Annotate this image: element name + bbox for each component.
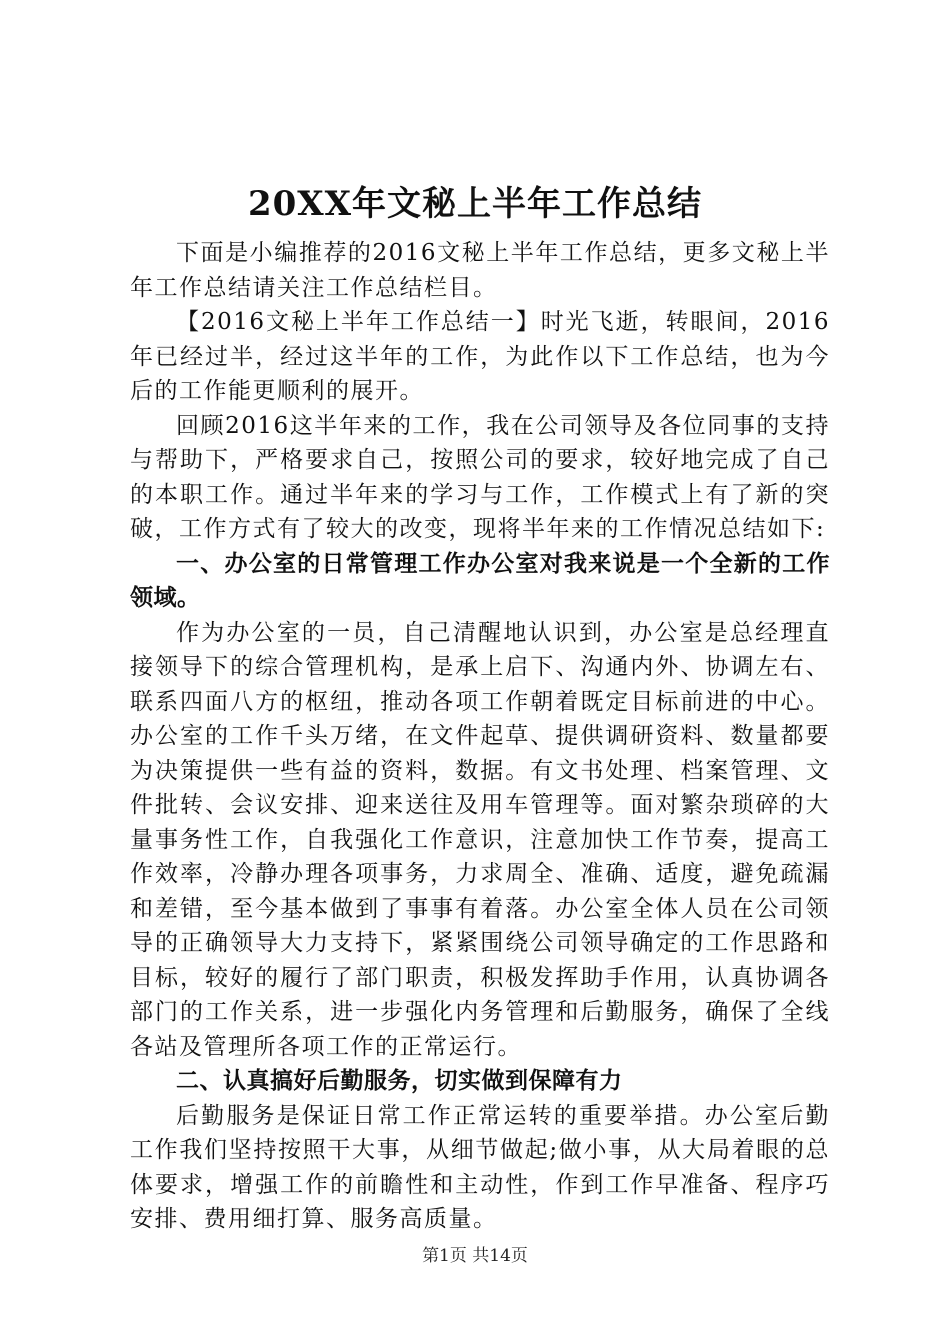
document-body	[130, 236, 830, 1237]
section-heading-office-management: 一、办公室的日常管理工作办公室对我来说是一个全新的工作领域。	[130, 550, 830, 611]
document-title: 20XX年文秘上半年工作总结	[247, 184, 703, 224]
review-paragraph: 回顾2016这半年来的工作，我在公司领导及各位同事的支持与帮助下，严格要求自己，按照公司的要求，较好地完成了自己的本职工作。通过半年来的学习与工作，工作模式上有了新的突破，工作方式有了较大的改变，现将半年来的工作情况总结如下:	[130, 412, 830, 542]
section-heading-logistics: 二、认真搞好后勤服务，切实做到保障有力	[176, 1068, 623, 1094]
intro-paragraph: 下面是小编推荐的2016文秘上半年工作总结，更多文秘上半年工作总结请关注工作总结栏目。	[130, 240, 830, 301]
logistics-paragraph: 后勤服务是保证日常工作正常运转的重要举措。办公室后勤工作我们坚持按照干大事，从细节做起;做小事，从大局着眼的总体要求，增强工作的前瞻性和主动性，作到工作早准备、程序巧安排、费用细打算、服务高质量。	[130, 1102, 830, 1232]
page-footer: 第1页 共14页	[422, 1246, 528, 1266]
office-work-paragraph: 作为办公室的一员，自己清醒地认识到，办公室是总经理直接领导下的综合管理机构，是承上启下、沟通内外、协调左右、联系四面八方的枢纽，推动各项工作朝着既定目标前进的中心。办公室的工作千头万绪，在文件起草、提供调研资料、数量都要为决策提供一些有益的资料，数据。有文书处理、档案管理、文件批转、会议安排、迎来送往及用车管理等。面对繁杂琐碎的大量事务性工作，自我强化工作意识，注意加快工作节奏，提高工作效率，冷静办理各项事务，力求周全、准确、适度，避免疏漏和差错，至今基本做到了事事有着落。办公室全体人员在公司领导的正确领导大力支持下，紧紧围绕公司领导确定的工作思路和目标，较好的履行了部门职责，积极发挥助手作用，认真协调各部门的工作关系，进一步强化内务管理和后勤服务，确保了全线各站及管理所各项工作的正常运行。	[130, 619, 830, 1060]
summary-one-paragraph: 【2016文秘上半年工作总结一】时光飞逝，转眼间，2016年已经过半，经过这半年的工作，为此作以下工作总结，也为今后的工作能更顺利的展开。	[130, 309, 830, 404]
